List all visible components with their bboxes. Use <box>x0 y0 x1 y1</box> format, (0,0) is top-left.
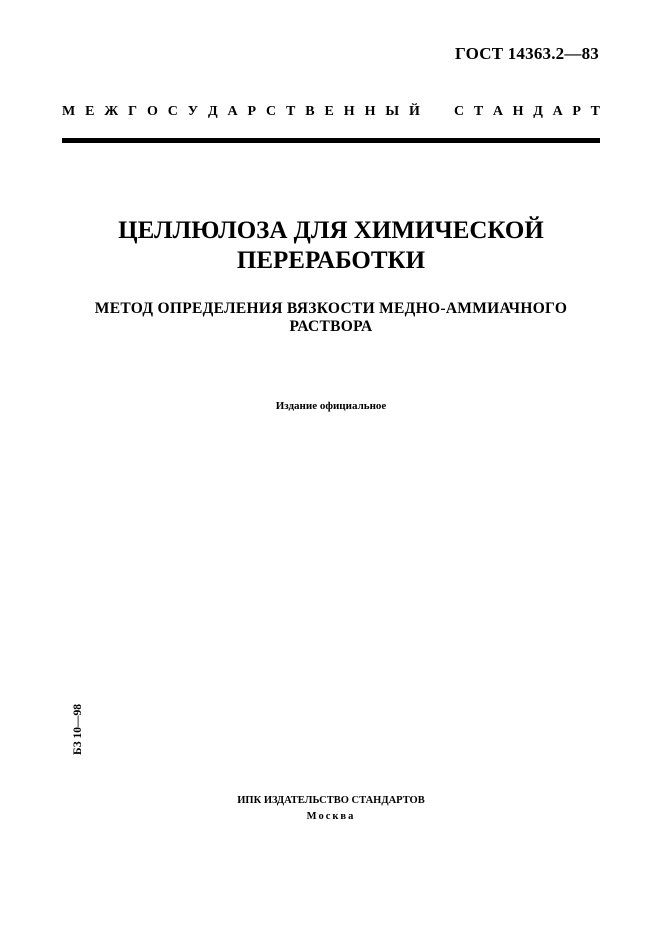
gost-number: ГОСТ 14363.2—83 <box>455 44 599 63</box>
document-subtitle <box>62 300 600 336</box>
side-code: БЗ 10—98 <box>72 703 84 755</box>
document-title-line-1: ЦЕЛЛЮЛОЗА ДЛЯ ХИМИЧЕСКОЙ <box>118 217 544 244</box>
document-title <box>62 216 600 276</box>
document-subtitle-line-2: РАСТВОРА <box>289 318 373 335</box>
publisher-city: Москва <box>306 811 356 822</box>
publisher-name: ИПК ИЗДАТЕЛЬСТВО СТАНДАРТОВ <box>237 795 425 806</box>
standard-type-word-standard: С Т А Н Д А Р Т <box>454 104 600 119</box>
standard-type-header <box>62 104 600 120</box>
edition-note: Издание официальное <box>275 400 387 412</box>
document-subtitle-line-1: МЕТОД ОПРЕДЕЛЕНИЯ ВЯЗКОСТИ МЕДНО-АММИАЧНОГО <box>94 300 568 317</box>
standard-type-word-interstate: М Е Ж Г О С У Д А Р С Т В Е Н Н Ы Й <box>62 104 420 119</box>
header-rule <box>62 138 600 143</box>
document-title-line-2: ПЕРЕРАБОТКИ <box>236 247 426 274</box>
